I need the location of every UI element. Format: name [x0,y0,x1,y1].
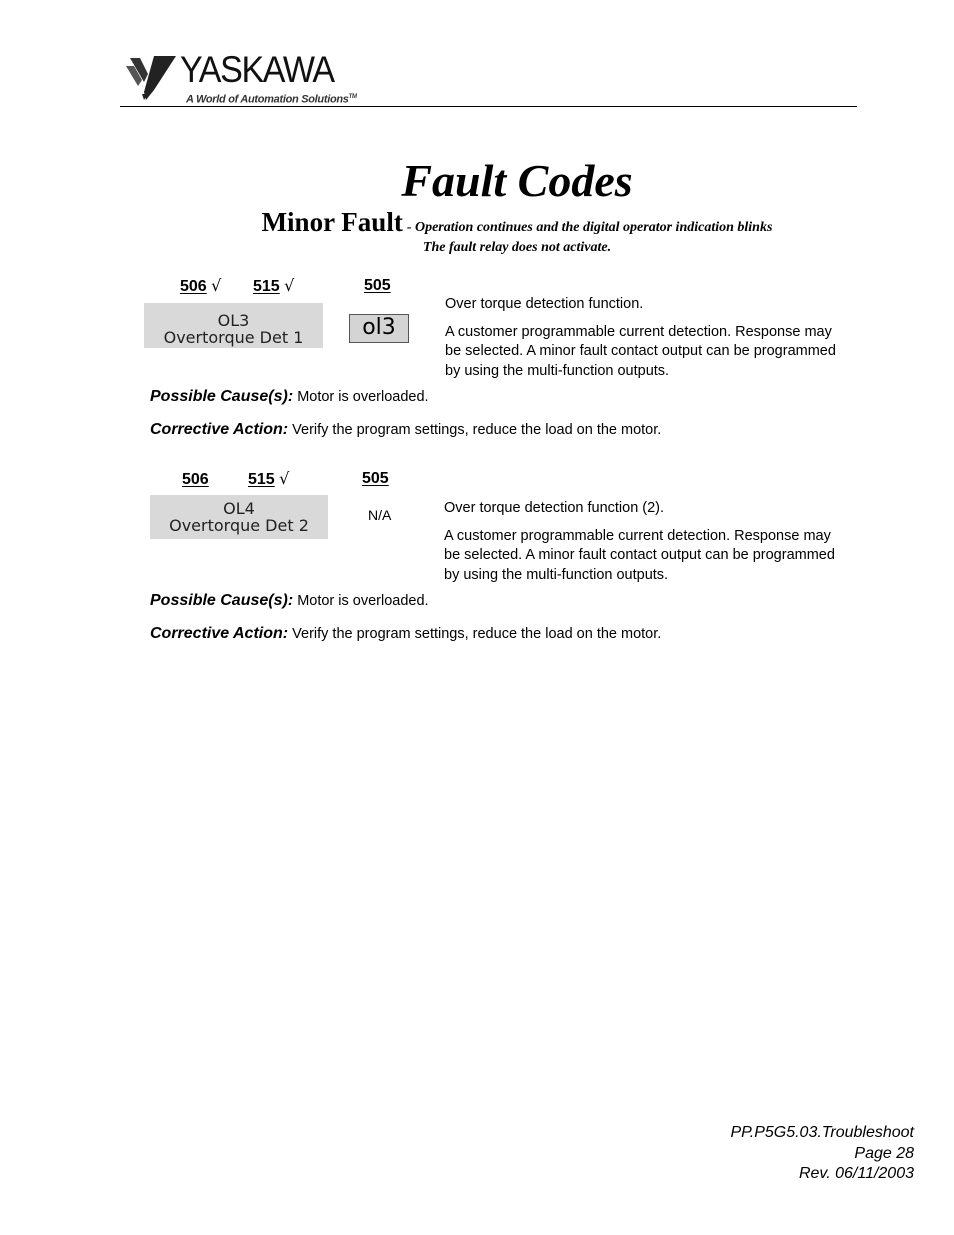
brand-tagline: A World of Automation Solutions™ [186,93,357,106]
fault-1-corrective-action: Corrective Action: Verify the program settings, reduce the load on the motor. [150,421,662,438]
yaskawa-logo-icon [124,52,180,102]
fault-1-operator-display: ol3 [349,314,409,343]
fault-2-code-box [150,495,328,539]
fault-1-description [445,295,845,381]
page-footer [730,1123,914,1185]
fault-1-desc-title: Over torque detection function. [445,296,644,312]
section-heading-note-2: The fault relay does not activate. [422,240,612,255]
footer-revision: Rev. 06/11/2003 [798,1165,914,1182]
fault-2-desc-title: Over torque detection function (2). [444,500,665,516]
fault-1-code: OL3 [217,311,250,330]
section-heading-note: - Operation continues and the digital operator indication blinks [406,220,773,235]
checkmark-icon: √ [211,276,222,295]
fault-2-param-515: 515 √ [248,469,290,488]
fault-1-param-506: 506 √ [180,276,222,295]
checkmark-icon: √ [284,276,295,295]
fault-2-code: OL4 [223,499,255,518]
fault-2-operator-display: N/A [368,507,392,523]
header-divider [120,106,857,107]
fault-1-param-505: 505 [364,277,391,294]
fault-1-desc-body: A customer programmable current detection. Response may be selected. A minor fault contact output can be programmed by using the multi-function outputs. [445,323,836,379]
fault-2-description [444,499,844,585]
page-title: Fault Codes [401,155,633,206]
fault-2-corrective-action: Corrective Action: Verify the program settings, reduce the load on the motor. [150,625,662,642]
fault-1-code-box [144,303,323,348]
trademark-mark: TM [348,94,357,100]
section-heading-main: Minor Fault [261,207,403,237]
fault-2-name: Overtorque Det 2 [169,516,309,535]
fault-2-param-505: 505 [362,470,389,487]
brand-name: YASKAWA [180,49,334,90]
footer-page-number: Page 28 [854,1144,914,1162]
section-heading [0,207,954,243]
fault-1-name: Overtorque Det 1 [163,328,304,347]
fault-2-param-506: 506 [182,471,209,488]
fault-2-desc-body: A customer programmable current detection. Response may be selected. A minor fault contact output can be programmed by using the multi-function outputs. [444,527,835,583]
fault-1-possible-cause: Possible Cause(s): Motor is overloaded. [150,388,429,405]
footer-doc-id: PP.P5G5.03.Troubleshoot [730,1124,914,1141]
checkmark-icon: √ [279,469,290,488]
fault-1-param-515: 515 √ [253,276,295,295]
fault-2-possible-cause: Possible Cause(s): Motor is overloaded. [150,592,429,609]
